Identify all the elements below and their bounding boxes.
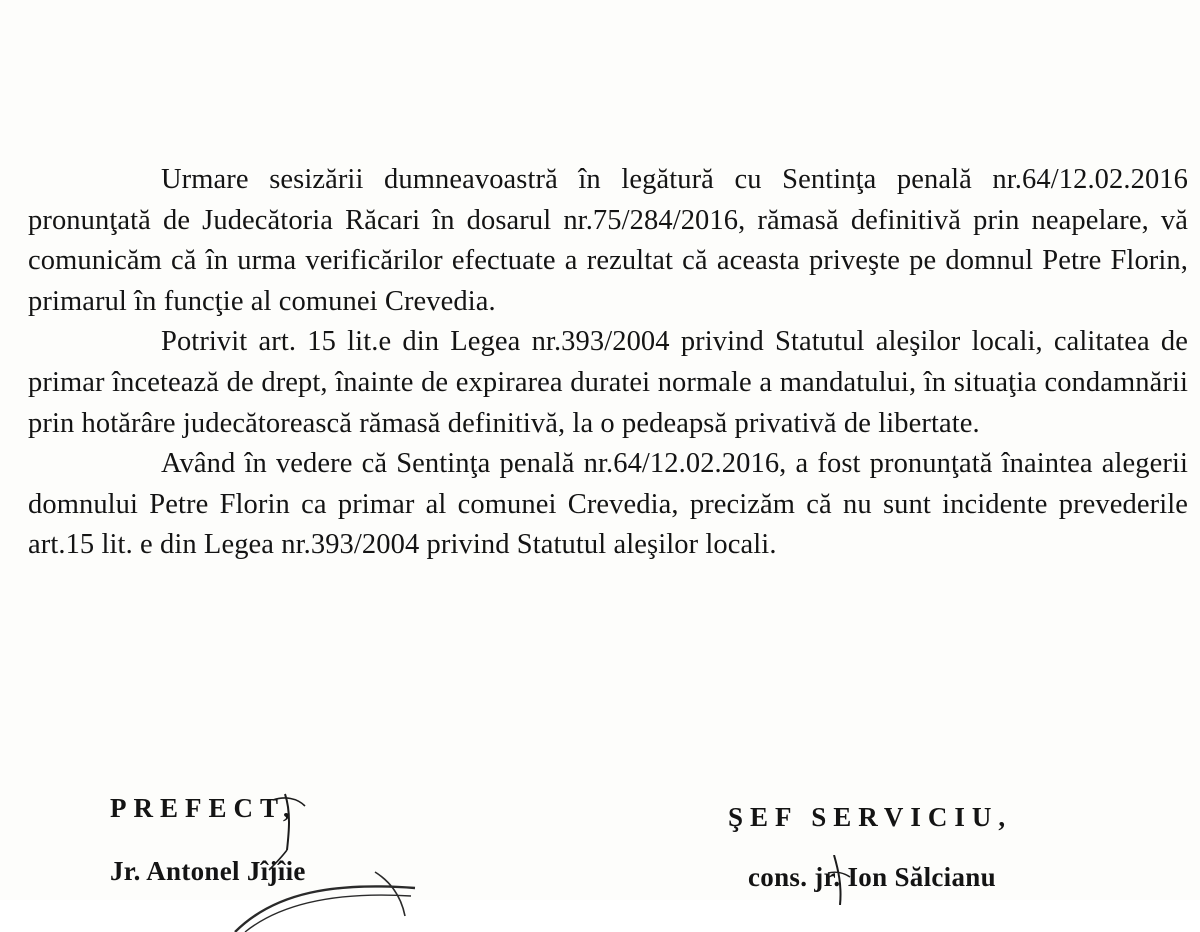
paragraph-2: Potrivit art. 15 lit.e din Legea nr.393/2004 privind Statutul aleşilor locali, calitatea de primar încetează de drept, înainte de expirarea duratei normale a mandatului, în situaţia condamnării prin hotărâre judecătorească rămasă definitivă, la o pedeapsă privativă de libertate. [28, 326, 1188, 439]
paragraph-3: Având în vedere că Sentinţa penală nr.64/12.02.2016, a fost pronunţată înaintea alegerii domnului Petre Florin ca primar al comunei Crevedia, precizăm că nu sunt incidente prevederile art.15 lit. e din Legea nr.393/2004 privind Statutul aleşilor locali. [28, 448, 1188, 561]
right-signature-title: ŞEF SERVICIU, [728, 802, 1013, 832]
letter-body [28, 160, 1188, 566]
paragraph-1: Urmare sesizării dumneavoastră în legătură cu Sentinţa penală nr.64/12.02.2016 pronunţată de Judecătoria Răcari în dosarul nr.75/284/2016, rămasă definitivă prin neapelare, vă comunicăm că în urma verificărilor efectuate a rezultat că aceasta priveşte pe domnul Petre Florin, primarul în funcţie al comunei Crevedia. [28, 164, 1188, 317]
left-signature-name: Jr. Antonel Jîjîie [110, 856, 306, 886]
left-signature-title: PREFECT, [110, 793, 297, 823]
right-signature-name: cons. jr. Ion Sălcianu [748, 862, 996, 892]
